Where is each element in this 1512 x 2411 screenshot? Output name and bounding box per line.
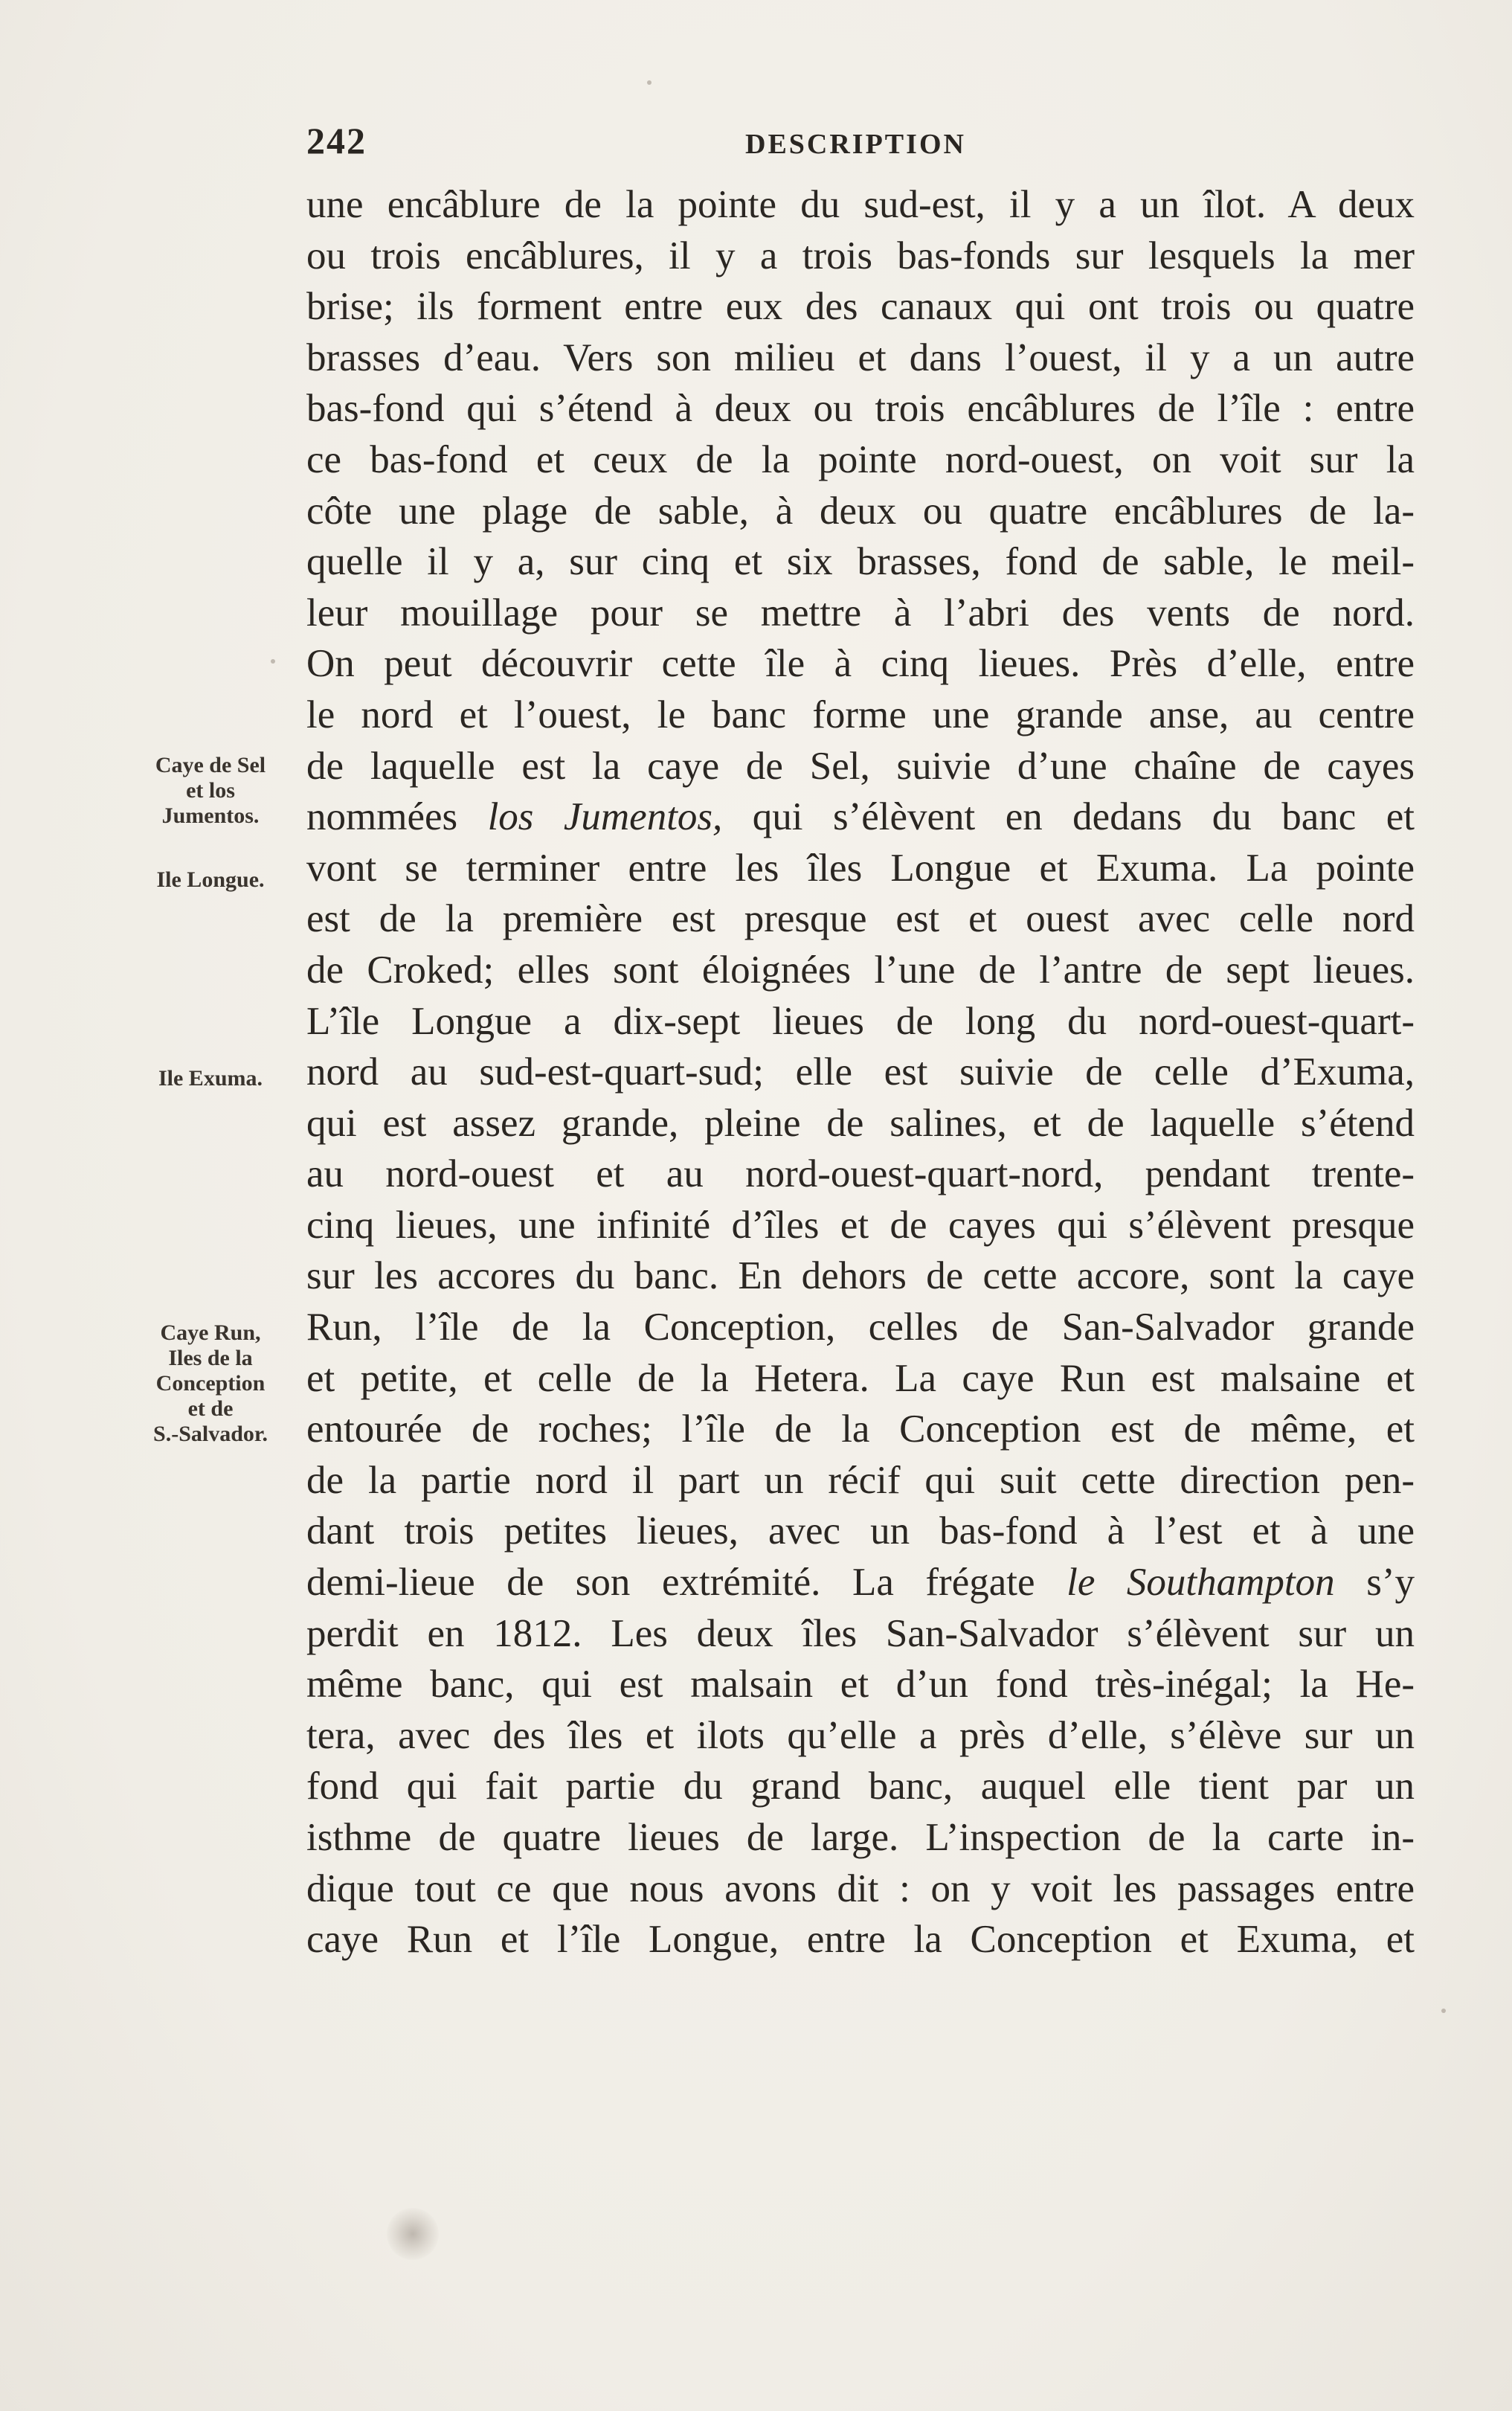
text-line: le nord et l’ouest, le banc forme une grande anse, au centre (306, 693, 1415, 736)
margin-note-line: S.-Salvador. (153, 1422, 268, 1446)
text-line-with-italic (306, 1557, 1415, 1608)
text-line: cinq lieues, une infinité d’îles et de cayes qui s’élèvent presque (306, 1203, 1415, 1247)
margin-note-line: Ile Longue. (156, 867, 265, 892)
text-line: perdit en 1812. Les deux îles San-Salvador s’élèvent sur un (306, 1611, 1415, 1655)
text-line: de la partie nord il part un récif qui suit cette direction pen- (306, 1458, 1415, 1502)
page-number: 242 (306, 120, 367, 161)
text-line: caye Run et l’île Longue, entre la Conception et Exuma, et (306, 1918, 1415, 1962)
italic-ship-name: le Southampton (1067, 1561, 1335, 1605)
text-segment: s’y (1334, 1561, 1415, 1605)
margin-note-line: Jumentos. (161, 803, 260, 828)
text-line: fond qui fait partie du grand banc, auquel elle tient par un (306, 1765, 1415, 1808)
margin-note-caye-de-sel (128, 753, 293, 829)
body-text (306, 179, 1415, 1965)
text-line: brise; ils forment entre eux des canaux qui ont trois ou quatre (306, 285, 1415, 329)
margin-note-line: Iles de la (168, 1346, 253, 1370)
paper-speck (647, 80, 652, 85)
text-line: ou trois encâblures, il y a trois bas-fonds sur lesquels la mer (306, 234, 1415, 277)
paper-smudge (387, 2208, 439, 2260)
text-line: Run, l’île de la Conception, celles de San-Salvador grande (306, 1306, 1415, 1349)
text-line: dant trois petites lieues, avec un bas-fond à l’est et à une (306, 1509, 1415, 1553)
paper-speck (271, 659, 275, 664)
text-line: sur les accores du banc. En dehors de cette accore, sont la caye (306, 1254, 1415, 1298)
margin-note-line: et los (186, 778, 235, 803)
text-line: au nord-ouest et au nord-ouest-quart-nord, pendant trente- (306, 1152, 1415, 1196)
text-line: entourée de roches; l’île de la Conception est de même, et (306, 1407, 1415, 1451)
margin-note-line: Caye Run, (160, 1320, 261, 1345)
text-line: bas-fond qui s’étend à deux ou trois encâblures de l’île : entre (306, 387, 1415, 431)
margin-note-caye-run (128, 1320, 293, 1447)
running-head: DESCRIPTION (745, 129, 966, 160)
text-line-with-italic (306, 792, 1415, 843)
text-line: L’île Longue a dix-sept lieues de long du nord-ouest-quart- (306, 999, 1415, 1043)
text-line: nord au sud-est-quart-sud; elle est suivie de celle d’Exuma, (306, 1050, 1415, 1094)
text-segment: qui s’élèvent en dedans du banc et (722, 795, 1415, 839)
margin-note-line: Caye de Sel (155, 753, 266, 777)
text-line: tera, avec des îles et ilots qu’elle a près d’elle, s’élève sur un (306, 1713, 1415, 1757)
italic-name-los-jumentos: los Jumentos, (487, 795, 723, 839)
text-line: leur mouillage pour se mettre à l’abri des vents de nord. (306, 591, 1415, 635)
text-line: vont se terminer entre les îles Longue et Exuma. La pointe (306, 846, 1415, 890)
paper-speck (1441, 2009, 1446, 2013)
text-line: de Croked; elles sont éloignées l’une de l’antre de sept lieues. (306, 948, 1415, 992)
margin-note-line: et de (187, 1396, 234, 1421)
text-line: est de la première est presque est et ouest avec celle nord (306, 897, 1415, 941)
text-line: une encâblure de la pointe du sud-est, il y a un îlot. A deux (306, 183, 1415, 226)
page-header (306, 119, 1422, 171)
text-line: isthme de quatre lieues de large. L’inspection de la carte in- (306, 1816, 1415, 1859)
text-line: qui est assez grande, pleine de salines, et de laquelle s’étend (306, 1101, 1415, 1145)
text-segment: demi-lieue de son extrémité. La frégate (306, 1561, 1067, 1605)
text-line: quelle il y a, sur cinq et six brasses, fond de sable, le meil- (306, 540, 1415, 584)
margin-note-line: Ile Exuma. (158, 1066, 263, 1091)
text-line: On peut découvrir cette île à cinq lieues. Près d’elle, entre (306, 642, 1415, 686)
text-line: côte une plage de sable, à deux ou quatre encâblures de la- (306, 489, 1415, 533)
text-line: et petite, et celle de la Hetera. La caye Run est malsaine et (306, 1356, 1415, 1400)
text-line: ce bas-fond et ceux de la pointe nord-ouest, on voit sur la (306, 437, 1415, 481)
margin-note-ile-exuma (128, 1066, 293, 1091)
text-segment: nommées (306, 795, 488, 839)
text-line: même banc, qui est malsain et d’un fond très-inégal; la He- (306, 1663, 1415, 1707)
margin-note-line: Conception (155, 1371, 266, 1396)
text-line: de laquelle est la caye de Sel, suivie d’une chaîne de cayes (306, 744, 1415, 788)
text-line: brasses d’eau. Vers son milieu et dans l’ouest, il y a un autre (306, 336, 1415, 379)
text-line: dique tout ce que nous avons dit : on y voit les passages entre (306, 1866, 1415, 1910)
margin-note-ile-longue (128, 867, 293, 893)
